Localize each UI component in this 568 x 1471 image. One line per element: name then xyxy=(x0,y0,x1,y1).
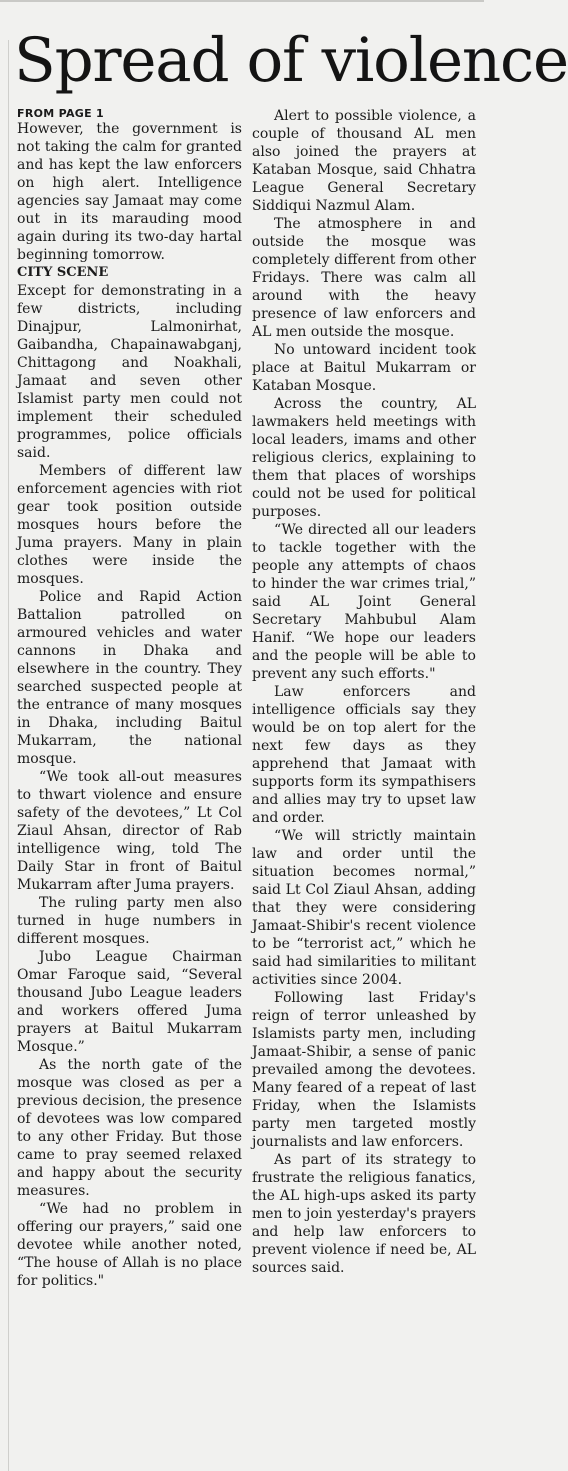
body-paragraph: Across the country, AL lawmakers held meetings with local leaders, imams and other religious clerics, explaining to them that places of worships could not be used for political purposes. xyxy=(252,396,476,520)
headline: Spread of violence xyxy=(14,25,568,96)
body-paragraph: Members of different law enforcement agencies with riot gear took position outside mosques hours before the Juma prayers. Many in plain clothes were inside the mosques. xyxy=(17,463,242,587)
left-column xyxy=(17,107,242,1467)
body-paragraph: No untoward incident took place at Baitul Mukarram or Kataban Mosque. xyxy=(252,342,476,394)
body-paragraph: “We took all-out measures to thwart violence and ensure safety of the devotees,” Lt Col Ziaul Ahsan, director of Rab intelligence wing, told The Daily Star in front of Baitul Mukarram after Juma prayers. xyxy=(17,769,242,893)
body-paragraph: “We directed all our leaders to tackle together with the people any attempts of chaos to hinder the war crimes trial,” said AL Joint General Secretary Mahbubul Alam Hanif. “We hope our leaders and the people will be able to prevent any such efforts." xyxy=(252,522,476,682)
body-paragraph: Following last Friday's reign of terror unleashed by Islamists party men, including Jamaat-Shibir, a sense of panic prevailed among the devotees. Many feared of a repeat of last Friday, when the Islamists party men targeted mostly journalists and law enforcers. xyxy=(252,990,476,1150)
body-paragraph: The atmosphere in and outside the mosque was completely different from other Fridays. There was calm all around with the heavy presence of law enforcers and AL men outside the mosque. xyxy=(252,216,476,340)
top-rule xyxy=(0,0,484,2)
right-column xyxy=(252,107,476,1467)
kicker: FROM PAGE 1 xyxy=(17,107,105,120)
left-column-content xyxy=(17,120,242,1290)
body-paragraph: “We had no problem in offering our prayers,” said one devotee while another noted, “The house of Allah is no place for politics." xyxy=(17,1201,242,1289)
body-paragraph: The ruling party men also turned in huge numbers in different mosques. xyxy=(17,895,242,947)
body-paragraph: Police and Rapid Action Battalion patrolled on armoured vehicles and water cannons in Dhaka and elsewhere in the country. They searched suspected people at the entrance of many mosques in Dhaka, including Baitul Mukarram, the national mosque. xyxy=(17,589,242,767)
body-paragraph: However, the government is not taking the calm for granted and has kept the law enforcers on high alert. Intelligence agencies say Jamaat may come out in its marauding mood again during its two-day hartal beginning tomorrow. xyxy=(17,121,242,263)
right-column-content xyxy=(252,107,476,1277)
body-paragraph: “We will strictly maintain law and order until the situation becomes normal,” said Lt Col Ziaul Ahsan, adding that they were considering Jamaat-Shibir's recent violence to be “terrorist act,” which he said had similarities to militant activities since 2004. xyxy=(252,828,476,988)
left-column-rule xyxy=(8,40,9,1471)
body-paragraph: Law enforcers and intelligence officials say they would be on top alert for the next few days as they apprehend that Jamaat with supports form its sympathisers and allies may try to upset law and order. xyxy=(252,684,476,826)
body-paragraph: Except for demonstrating in a few districts, including Dinajpur, Lalmonirhat, Gaibandha, Chapainawabganj, Chittagong and Noakhali, Jamaat and seven other Islamist party men could not implement their scheduled programmes, police officials said. xyxy=(17,283,242,461)
section-subhead: CITY SCENE xyxy=(17,265,109,280)
body-paragraph: Jubo League Chairman Omar Faroque said, “Several thousand Jubo League leaders and workers offered Juma prayers at Baitul Mukarram Mosque.” xyxy=(17,949,242,1055)
body-paragraph: As the north gate of the mosque was closed as per a previous decision, the presence of devotees was low compared to any other Friday. But those came to pray seemed relaxed and happy about the security measures. xyxy=(17,1057,242,1199)
body-paragraph: As part of its strategy to frustrate the religious fanatics, the AL high-ups asked its party men to join yesterday's prayers and help law enforcers to prevent violence if need be, AL sources said. xyxy=(252,1152,476,1276)
body-paragraph: Alert to possible violence, a couple of thousand AL men also joined the prayers at Kataban Mosque, said Chhatra League General Secretary Siddiqui Nazmul Alam. xyxy=(252,108,476,214)
article-body xyxy=(17,107,478,1467)
